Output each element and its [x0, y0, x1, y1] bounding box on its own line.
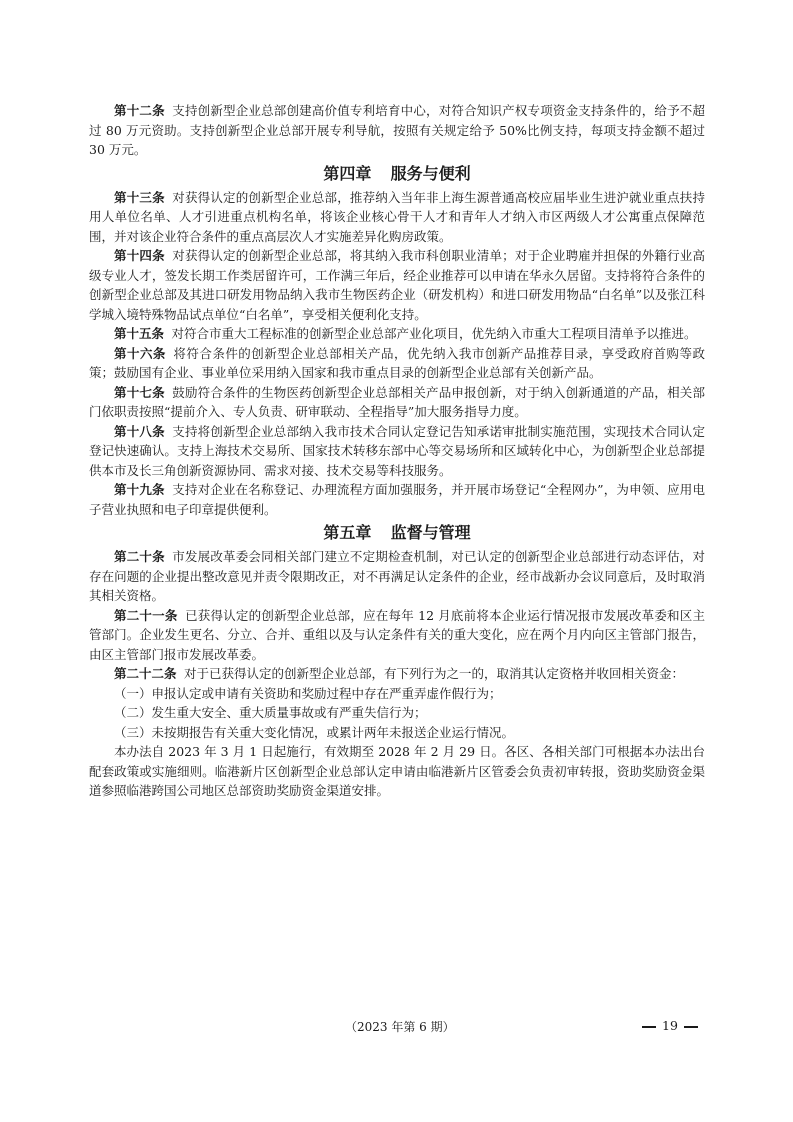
dash-right — [684, 1026, 698, 1028]
article-text: 支持对企业在名称登记、办理流程方面加强服务，并开展市场登记“全程网办”，为申领、应用电子营业执照和电子印章提供便利。 — [89, 482, 705, 517]
article-text: 将符合条件的创新型企业总部相关产品，优先纳入我市创新产品推荐目录，享受政府首购等政策；鼓励国有企业、事业单位采用纳入国家和我市重点目录的创新型企业总部有关创新产品。 — [89, 345, 705, 380]
article-label: 第十八条 — [114, 423, 165, 439]
article-12 — [89, 101, 705, 160]
article-21 — [89, 606, 705, 665]
article-text: 支持将创新型企业总部纳入我市技术合同认定登记告知承诺审批制实施范围，实现技术合同认定登记快速确认。支持上海技术交易所、国家技术转移东部中心等交易场所和区域转化中心，为创新型企业总部提供本市及长三角创新资源协同、需求对接、技术交易等科技服务。 — [89, 423, 705, 478]
article-text: 支持创新型企业总部创建高价值专利培育中心，对符合知识产权专项资金支持条件的，给予不超过 80 万元资助。支持创新型企业总部开展专利导航，按照有关规定给予 50%比例支持，每项支持金额不超过 30 万元。 — [89, 103, 705, 157]
article-text: 对获得认定的创新型企业总部，推荐纳入当年非上海生源普通高校应届毕业生进沪就业重点扶持用人单位名单、人才引进重点机构名单，将该企业核心骨干人才和青年人才纳入市区两级人才公寓重点保障范围，并对该企业符合条件的重点高层次人才实施差异化购房政策。 — [89, 189, 705, 244]
article-label: 第十六条 — [114, 345, 166, 361]
issue-label: （2023 年第 6 期） — [345, 1020, 455, 1034]
article-text: 鼓励符合条件的生物医药创新型企业总部相关产品申报创新，对于纳入创新通道的产品，相关部门依职责按照“提前介入、专人负责、研审联动、全程指导”加大服务指导力度。 — [89, 384, 705, 419]
chapter-title: 服务与便利 — [390, 163, 471, 183]
list-item: （一）申报认定或申请有关资助和奖励过程中存在严重弄虚作假行为； — [114, 685, 502, 701]
chapter-4-heading — [89, 162, 705, 186]
article-label: 第十三条 — [114, 189, 165, 205]
article-18 — [89, 422, 705, 481]
page-number — [636, 1018, 704, 1033]
closing-paragraph: 本办法自 2023 年 3 月 1 日起施行，有效期至 2028 年 2 月 29 日。各区、各相关部门可根据本办法出台配套政策或实施细则。临港新片区创新型企业总部认定申请由临港新片区管委会负责初审转报，资助奖励资金渠道参照临港跨国公司地区总部资助奖励资金渠道安排。 — [89, 744, 705, 798]
page-number-value: 19 — [662, 1018, 678, 1033]
article-text: 已获得认定的创新型企业总部，应在每年 12 月底前将本企业运行情况报市发展改革委和区主管部门。企业发生更名、分立、合并、重组以及与认定条件有关的重大变化，应在两个月内向区主管部门报告，由区主管部门报市发展改革委。 — [89, 607, 705, 662]
article-text: 对获得认定的创新型企业总部，将其纳入我市科创职业清单；对于企业聘雇并担保的外籍行业高级专业人才，签发长期工作类居留许可，工作满三年后，经企业推荐可以申请在华永久居留。支持将符合条件的创新型企业总部及其进口研发用物品纳入我市生物医药企业（研发机构）和进口研发用物品“白名单”以及张江科学城入境特殊物品试点单位“白名单”，享受相关便利化支持。 — [89, 248, 705, 322]
chapter-5-heading — [89, 521, 705, 545]
article-label: 第十五条 — [114, 326, 165, 341]
chapter-number: 第五章 — [323, 523, 372, 542]
article-label: 第二十二条 — [114, 666, 177, 681]
list-item: （三）未按期报告有关重大变化情况，或累计两年未报送企业运行情况。 — [114, 724, 515, 740]
article-text: 对于已获得认定的创新型企业总部，有下列行为之一的，取消其认定资格并收回相关资金： — [184, 666, 685, 681]
article-text: 对符合市重大工程标准的创新型企业总部产业化项目，优先纳入市重大工程项目清单予以推进。 — [171, 326, 697, 341]
article-label: 第十七条 — [114, 384, 165, 400]
chapter-title: 监督与管理 — [390, 523, 471, 542]
article-19 — [89, 480, 705, 519]
article-label: 第十二条 — [114, 103, 165, 118]
list-item: （二）发生重大安全、重大质量事故或有严重失信行为； — [114, 705, 427, 720]
article-16 — [89, 344, 705, 383]
article-label: 第二十条 — [114, 549, 165, 564]
article-13 — [89, 188, 705, 247]
article-15 — [89, 324, 705, 344]
article-label: 第二十一条 — [114, 607, 178, 623]
article-label: 第十九条 — [114, 482, 165, 497]
article-14 — [89, 246, 705, 324]
article-17 — [89, 383, 705, 422]
chapter-number: 第四章 — [323, 163, 372, 183]
dash-left — [642, 1026, 656, 1028]
page-footer — [0, 1018, 793, 1038]
article-text: 市发展改革委会同相关部门建立不定期检查机制，对已认定的创新型企业总部进行动态评估，对存在问题的企业提出整改意见并责令限期改正，对不再满足认定条件的企业，经市战新办会议同意后，及时取消其相关资格。 — [89, 549, 705, 603]
article-label: 第十四条 — [114, 248, 165, 263]
article-22 — [89, 664, 705, 684]
document-body — [89, 101, 705, 801]
article-20 — [89, 547, 705, 606]
